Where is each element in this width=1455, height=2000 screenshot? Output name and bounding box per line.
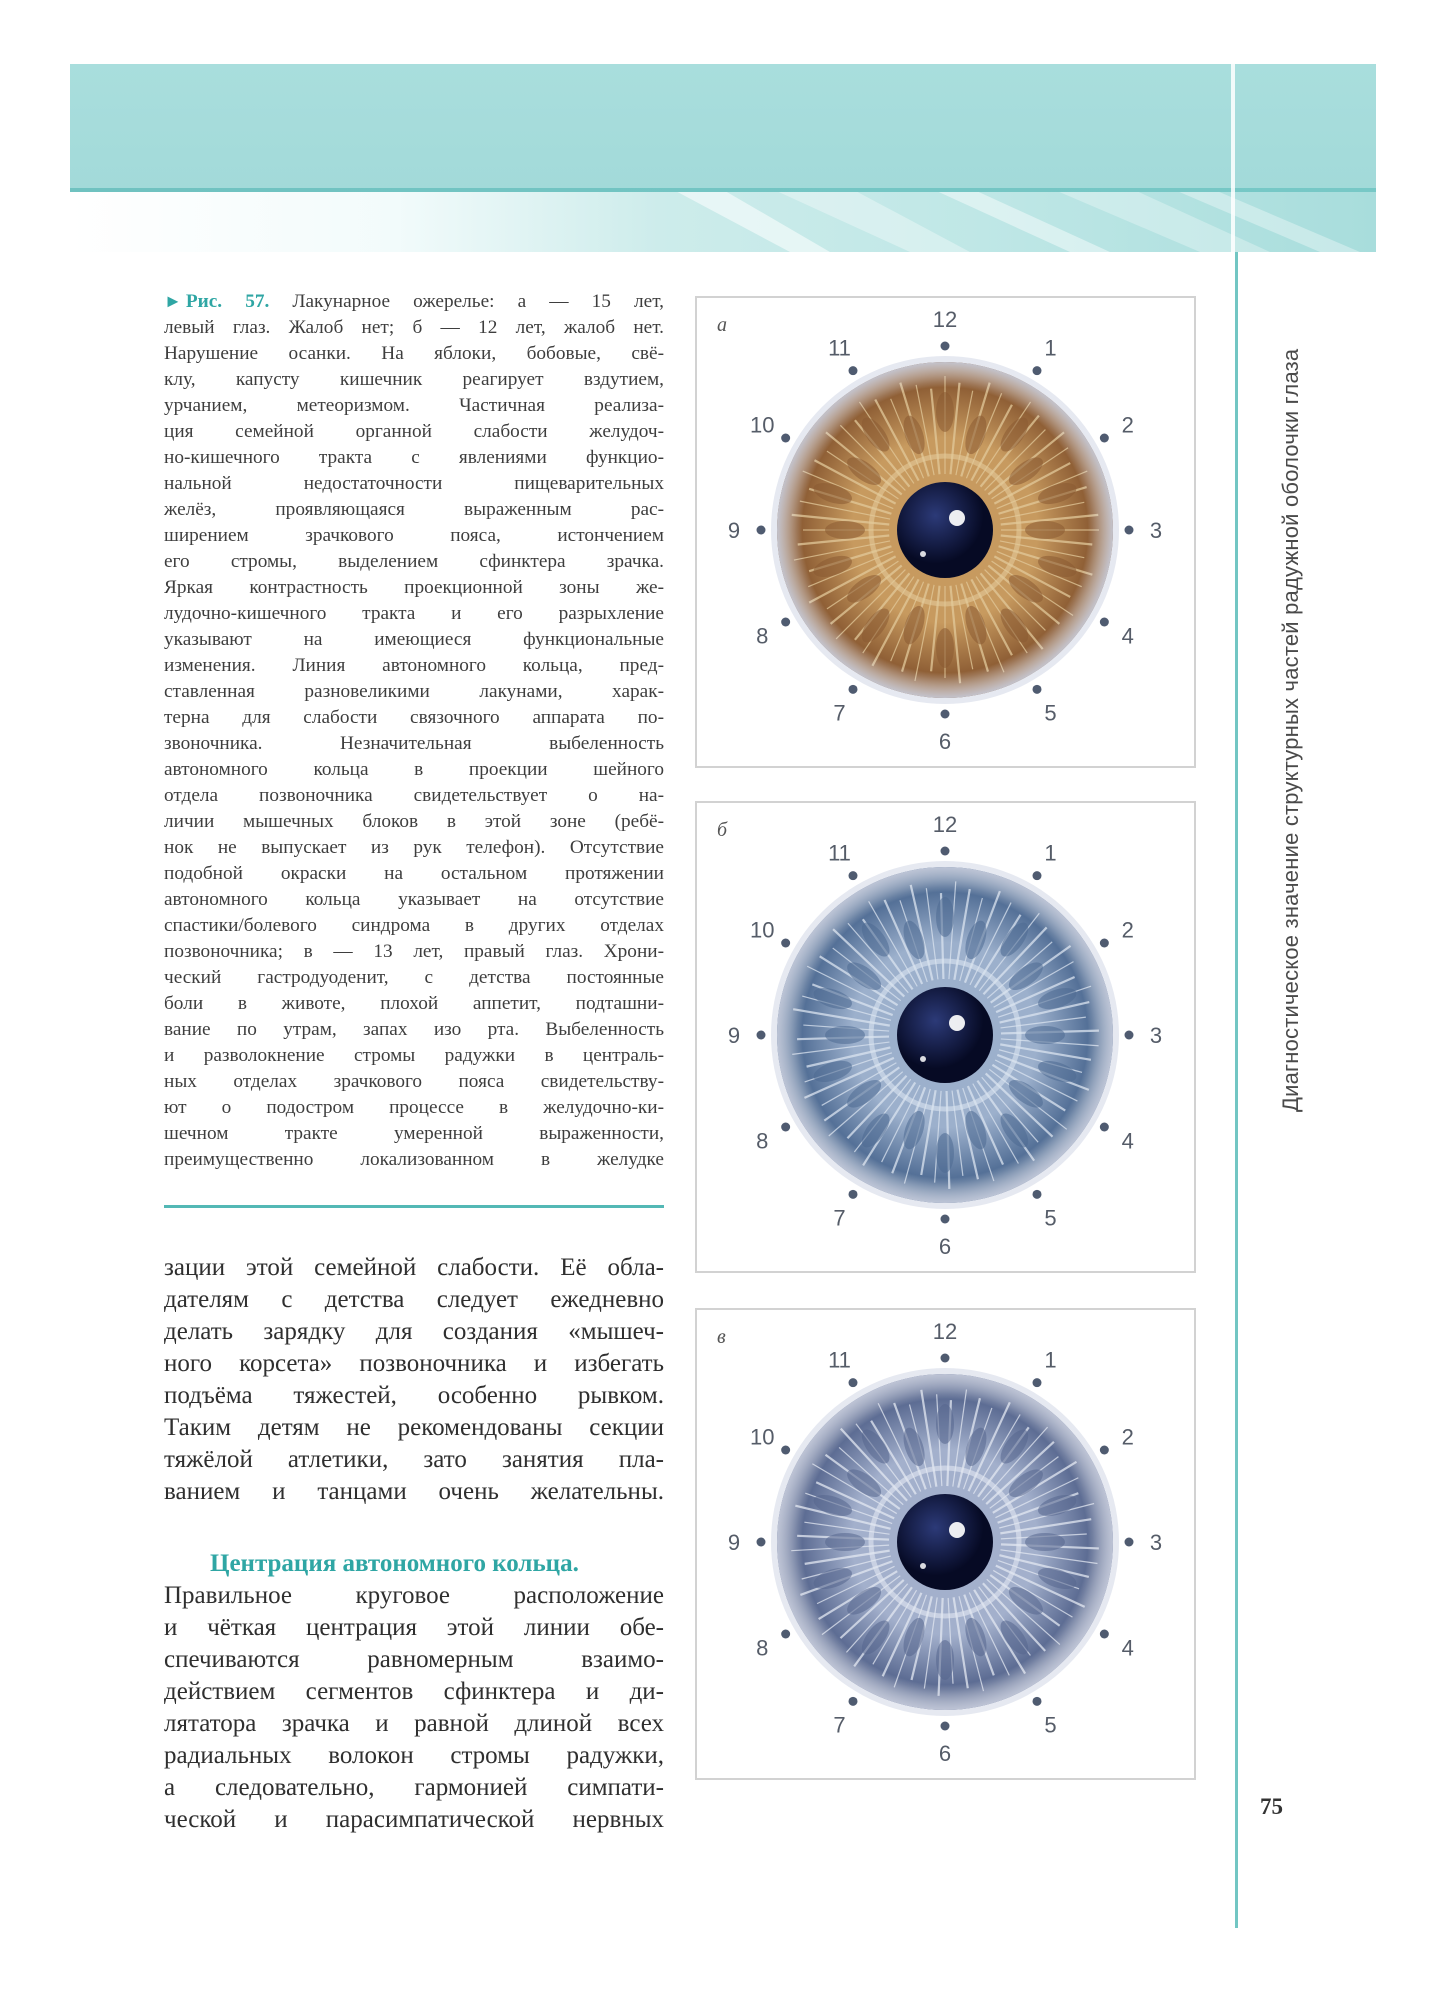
banner-vertical-divider: [1231, 64, 1235, 252]
clock-label-7: 7: [833, 700, 846, 726]
caption-line: изменения. Линия автономного кольца, пред-: [164, 655, 664, 676]
figure-panel-b: [695, 801, 1196, 1273]
clock-label-11: 11: [828, 335, 851, 361]
clock-dot-12: [941, 1354, 950, 1363]
margin-rule: [1235, 252, 1238, 1928]
iris-figure: [697, 803, 1194, 1271]
clock-dot-8: [781, 1630, 790, 1639]
body-line: тяжёлой атлетики, зато занятия пла-: [164, 1446, 664, 1473]
clock-label-2: 2: [1121, 1424, 1134, 1450]
clock-label-3: 3: [1149, 518, 1163, 543]
body-line: ческой и парасимпатической нервных: [164, 1806, 664, 1833]
clock-dot-3: [1125, 1538, 1134, 1547]
caption-line: нок не выпускает из рук телефон). Отсутствие: [164, 837, 664, 858]
caption-line: Яркая контрастность проекционной зоны же-: [164, 577, 664, 598]
clock-dot-7: [849, 685, 858, 694]
clock-label-1: 1: [1044, 840, 1057, 866]
section-heading: Центрация автономного кольца.: [210, 1550, 579, 1577]
banner-streaks: [70, 188, 1376, 252]
caption-line: урчанием, метеоризмом. Частичная реализа-: [164, 395, 664, 416]
clock-dot-2: [1100, 939, 1109, 948]
clock-dot-1: [1033, 871, 1042, 880]
pupil-highlight-small: [920, 1056, 926, 1062]
pupil-highlight-small: [920, 551, 926, 557]
body-line: делать зарядку для создания «мышеч-: [164, 1318, 664, 1345]
caption-line: ► Рис. 57. Лакунарное ожерелье: а — 15 лет,: [164, 291, 664, 312]
clock-dot-11: [849, 1378, 858, 1387]
clock-label-2: 2: [1121, 412, 1134, 438]
clock-label-12: 12: [932, 1319, 958, 1344]
clock-label-10: 10: [750, 1424, 775, 1450]
clock-label-8: 8: [756, 623, 769, 649]
clock-label-10: 10: [750, 412, 775, 438]
body-line: зации этой семейной слабости. Её обла-: [164, 1254, 664, 1281]
clock-dot-5: [1033, 1697, 1042, 1706]
clock-label-6: 6: [938, 1234, 952, 1259]
caption-line: клу, капусту кишечник реагирует вздутием,: [164, 369, 664, 390]
pupil: [897, 482, 993, 578]
body-line: лятатора зрачка и равной длиной всех: [164, 1710, 664, 1737]
caption-line: преимущественно локализованном в желудке: [164, 1149, 664, 1170]
clock-label-4: 4: [1121, 1128, 1134, 1154]
caption-line: терна для слабости связочного аппарата по-: [164, 707, 664, 728]
caption-line: лудочно-кишечного тракта и его разрыхление: [164, 603, 664, 624]
running-title: Диагностическое значение структурных частей радужной оболочки глаза: [1278, 348, 1303, 1112]
body-line: подъёма тяжестей, особенно рывком.: [164, 1382, 664, 1409]
body-line: а следовательно, гармонией симпати-: [164, 1774, 664, 1801]
clock-dot-5: [1033, 1190, 1042, 1199]
figure-panel-a: [695, 296, 1196, 768]
clock-dot-10: [781, 939, 790, 948]
clock-label-3: 3: [1149, 1530, 1163, 1555]
body-text: [164, 1252, 664, 1836]
caption-line: нальной недостаточности пищеварительных: [164, 473, 664, 494]
figure-reference: Рис. 57.: [185, 291, 270, 312]
caption-line: вание по утрам, запах изо рта. Выбеленность: [164, 1019, 664, 1040]
panel-label: в: [717, 1326, 726, 1348]
caption-line: шечном тракте умеренной выраженности,: [164, 1123, 664, 1144]
caption-line: желёз, проявляющаяся выраженным рас-: [164, 499, 664, 520]
clock-dot-5: [1033, 685, 1042, 694]
body-line: действием сегментов сфинктера и ди-: [164, 1678, 664, 1705]
clock-label-7: 7: [833, 1712, 846, 1738]
caption-line: и разволокнение стромы радужки в централь-: [164, 1045, 664, 1066]
clock-dot-3: [1125, 526, 1134, 535]
clock-label-1: 1: [1044, 1347, 1057, 1373]
pupil-highlight: [949, 1522, 965, 1538]
clock-dot-11: [849, 366, 858, 375]
clock-dot-8: [781, 618, 790, 627]
clock-dot-9: [757, 1538, 766, 1547]
caption-line: звоночника. Незначительная выбеленность: [164, 733, 664, 754]
pupil: [897, 987, 993, 1083]
clock-label-5: 5: [1044, 1205, 1057, 1231]
caption-line: боли в животе, плохой аппетит, подташни-: [164, 993, 664, 1014]
clock-dot-2: [1100, 1446, 1109, 1455]
clock-dot-9: [757, 1031, 766, 1040]
clock-label-2: 2: [1121, 917, 1134, 943]
caption-line: личии мышечных блоков в этой зоне (ребё-: [164, 811, 664, 832]
body-line: дателям с детства следует ежедневно: [164, 1286, 664, 1313]
clock-dot-3: [1125, 1031, 1134, 1040]
body-line: ного корсета» позвоночника и избегать: [164, 1350, 664, 1377]
clock-label-10: 10: [750, 917, 775, 943]
clock-dot-12: [941, 847, 950, 856]
iris-figure: [697, 298, 1194, 766]
clock-dot-4: [1100, 618, 1109, 627]
clock-label-8: 8: [756, 1635, 769, 1661]
caption-line: ческий гастродуоденит, с детства постоянные: [164, 967, 664, 988]
clock-dot-6: [941, 1722, 950, 1731]
panel-label: а: [717, 314, 727, 336]
clock-label-6: 6: [938, 729, 952, 754]
caption-line: его стромы, выделением сфинктера зрачка.: [164, 551, 664, 572]
clock-label-8: 8: [756, 1128, 769, 1154]
clock-dot-4: [1100, 1630, 1109, 1639]
body-line: и чёткая центрация этой линии обе-: [164, 1614, 664, 1641]
clock-label-11: 11: [828, 840, 851, 866]
caption-line: ют о подостром процессе в желудочно-ки-: [164, 1097, 664, 1118]
caption-line: автономного кольца в проекции шейного: [164, 759, 664, 780]
figure-panel-c: [695, 1308, 1196, 1780]
clock-dot-7: [849, 1190, 858, 1199]
caption-line: ция семейной органной слабости желудоч-: [164, 421, 664, 442]
clock-dot-6: [941, 710, 950, 719]
caption-line: спастики/болевого синдрома в других отделах: [164, 915, 664, 936]
clock-dot-10: [781, 434, 790, 443]
clock-label-5: 5: [1044, 700, 1057, 726]
caption-line: левый глаз. Жалоб нет; б — 12 лет, жалоб нет.: [164, 317, 664, 338]
panel-label: б: [717, 819, 728, 841]
clock-dot-1: [1033, 1378, 1042, 1387]
clock-label-9: 9: [727, 1530, 741, 1555]
figure-caption: [164, 288, 664, 1173]
caption-line: Нарушение осанки. На яблоки, бобовые, свё-: [164, 343, 664, 364]
clock-dot-7: [849, 1697, 858, 1706]
clock-dot-12: [941, 342, 950, 351]
clock-dot-6: [941, 1215, 950, 1224]
pupil-highlight-small: [920, 1563, 926, 1569]
body-line: спечиваются равномерным взаимо-: [164, 1646, 664, 1673]
caption-line: отдела позвоночника свидетельствует о на-: [164, 785, 664, 806]
pupil-highlight: [949, 510, 965, 526]
caption-line: ставленная разновеликими лакунами, харак-: [164, 681, 664, 702]
clock-label-4: 4: [1121, 1635, 1134, 1661]
clock-label-1: 1: [1044, 335, 1057, 361]
clock-label-5: 5: [1044, 1712, 1057, 1738]
caption-line: позвоночника; в — 13 лет, правый глаз. Хрони-: [164, 941, 664, 962]
clock-dot-9: [757, 526, 766, 535]
banner-divider: [70, 188, 1376, 192]
pupil-highlight: [949, 1015, 965, 1031]
clock-label-9: 9: [727, 518, 741, 543]
caption-arrow-icon: ►: [164, 291, 182, 311]
body-line: радиальных волокон стромы радужки,: [164, 1742, 664, 1769]
clock-label-7: 7: [833, 1205, 846, 1231]
clock-label-4: 4: [1121, 623, 1134, 649]
caption-line: ширением зрачкового пояса, истончением: [164, 525, 664, 546]
header-banner: [70, 64, 1376, 252]
caption-line: ных отделах зрачкового пояса свидетельству-: [164, 1071, 664, 1092]
clock-dot-8: [781, 1123, 790, 1132]
caption-line: автономного кольца указывает на отсутствие: [164, 889, 664, 910]
caption-line: указывают на имеющиеся функциональные: [164, 629, 664, 650]
page-number: 75: [1260, 1794, 1283, 1819]
clock-label-12: 12: [932, 812, 958, 837]
caption-line: подобной окраски на остальном протяжении: [164, 863, 664, 884]
clock-dot-4: [1100, 1123, 1109, 1132]
pupil: [897, 1494, 993, 1590]
body-line: Таким детям не рекомендованы секции: [164, 1414, 664, 1441]
clock-dot-1: [1033, 366, 1042, 375]
clock-label-6: 6: [938, 1741, 952, 1766]
body-line: ванием и танцами очень желательны.: [164, 1478, 664, 1505]
clock-dot-11: [849, 871, 858, 880]
clock-label-11: 11: [828, 1347, 851, 1373]
clock-label-12: 12: [932, 307, 958, 332]
iris-figure: [697, 1310, 1194, 1778]
clock-label-3: 3: [1149, 1023, 1163, 1048]
clock-dot-10: [781, 1446, 790, 1455]
caption-divider: [164, 1205, 664, 1208]
clock-dot-2: [1100, 434, 1109, 443]
caption-line: но-кишечного тракта с явлениями функцио-: [164, 447, 664, 468]
body-line: Правильное круговое расположение: [164, 1582, 664, 1609]
clock-label-9: 9: [727, 1023, 741, 1048]
